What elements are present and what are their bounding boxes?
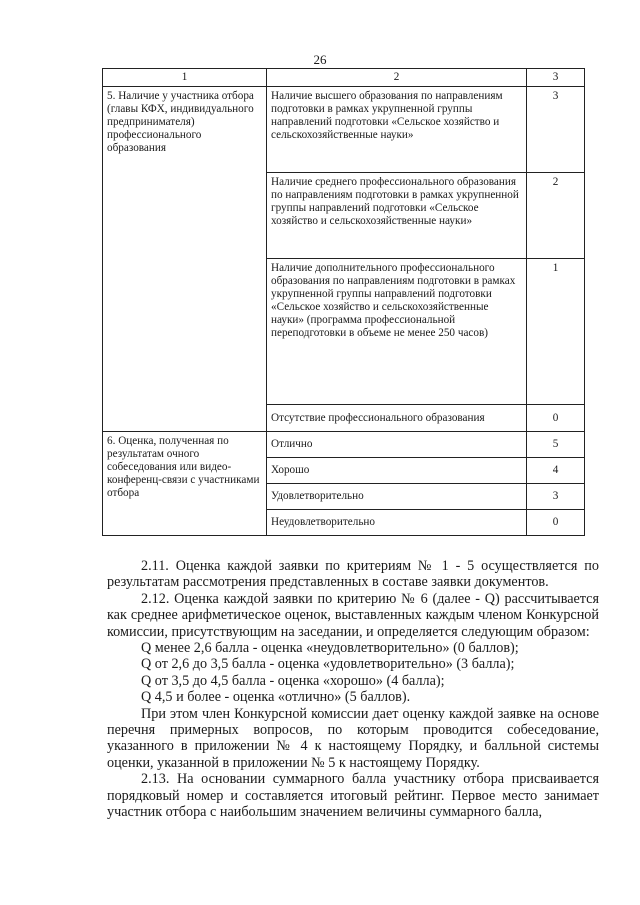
- indicator-score: 4: [527, 458, 585, 484]
- indicator-text: Неудовлетворительно: [267, 510, 527, 536]
- paragraph-2-11: 2.11. Оценка каждой заявки по критериям № 1 - 5 осуществляется по результатам рассмотрения представленных в составе заявки документов.: [107, 558, 599, 591]
- indicator-score: 3: [527, 484, 585, 510]
- paragraph-commission-note: При этом член Конкурсной комиссии дает оценку каждой заявке на основе перечня примерных вопросов, по которым проводится собеседование, указанного в приложении № 4 к настоящему Порядку, и балльной системы оценки, указанной в приложении № 5 к настоящему Порядку.: [107, 705, 599, 771]
- table-row: [103, 87, 585, 173]
- criteria-table: [102, 68, 585, 536]
- body-text: [107, 558, 599, 821]
- indicator-score: 0: [527, 510, 585, 536]
- header-col-1: 1: [103, 69, 267, 87]
- indicator-text: Наличие высшего образования по направлениям подготовки в рамках укрупненной группы направлений подготовки «Сельское хозяйство и сельскохозяйственные науки»: [267, 87, 527, 173]
- indicator-text: Хорошо: [267, 458, 527, 484]
- q-rule-unsatisfactory: Q менее 2,6 балла - оценка «неудовлетворительно» (0 баллов);: [141, 640, 519, 657]
- indicator-score: 1: [527, 259, 585, 405]
- indicator-text: Наличие дополнительного профессионального образования по направлениям подготовки в рамках укрупненной группы направлений подготовки «Сельское хозяйство и сельскохозяйственные науки» (программа профессиональной переподготовки в объеме не менее 250 часов): [267, 259, 527, 405]
- q-rule-good: Q от 3,5 до 4,5 балла - оценка «хорошо» (4 балла);: [141, 672, 445, 689]
- table-row: [103, 432, 585, 458]
- indicator-score: 2: [527, 173, 585, 259]
- indicator-score: 5: [527, 432, 585, 458]
- table-header-row: [103, 69, 585, 87]
- q-rule-excellent: Q 4,5 и более - оценка «отлично» (5 баллов).: [141, 689, 411, 706]
- page-number: 26: [313, 52, 327, 67]
- paragraph-2-12: 2.12. Оценка каждой заявки по критерию № 6 (далее - Q) рассчитывается как среднее арифметическое оценок, выставленных каждым членом Конкурсной комиссии, присутствующим на заседании, и определяется следующим образом:: [107, 590, 599, 640]
- indicator-text: Удовлетворительно: [267, 484, 527, 510]
- q-rule-satisfactory: Q от 2,6 до 3,5 балла - оценка «удовлетворительно» (3 балла);: [141, 656, 515, 673]
- indicator-score: 0: [527, 405, 585, 432]
- indicator-text: Отлично: [267, 432, 527, 458]
- indicator-text: Отсутствие профессионального образования: [267, 405, 527, 432]
- criterion-5-cell: 5. Наличие у участника отбора (главы КФХ, индивидуального предпринимателя) профессионального образования: [103, 87, 267, 432]
- paragraph-2-13: 2.13. На основании суммарного балла участнику отбора присваивается порядковый номер и составляется итоговый рейтинг. Первое место занимает участник отбора с наибольшим значением величины суммарного балла,: [107, 771, 599, 821]
- indicator-text: Наличие среднего профессионального образования по направлениям подготовки в рамках укрупненной группы направлений подготовки «Сельское хозяйство и сельскохозяйственные науки»: [267, 173, 527, 259]
- indicator-score: 3: [527, 87, 585, 173]
- header-col-2: 2: [267, 69, 527, 87]
- header-col-3: 3: [527, 69, 585, 87]
- criterion-6-cell: 6. Оценка, полученная по результатам очного собеседования или видео-конференц-связи с участниками отбора: [103, 432, 267, 536]
